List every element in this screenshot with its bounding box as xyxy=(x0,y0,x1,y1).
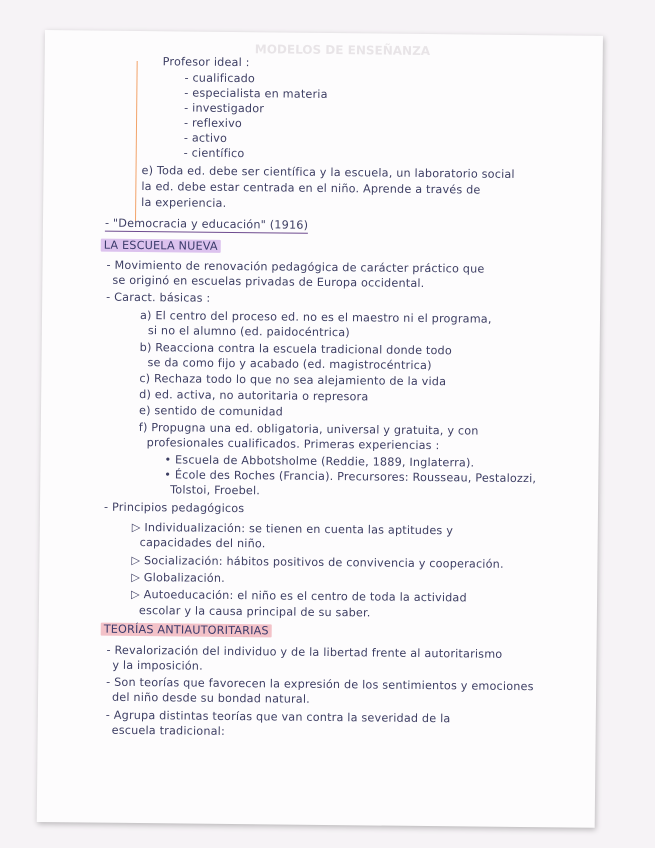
note-line: - Principios pedagógicos xyxy=(103,500,245,516)
note-line: Profesor ideal : xyxy=(162,55,250,70)
notebook-page xyxy=(37,30,603,828)
note-line: - investigador xyxy=(184,101,265,116)
note-line xyxy=(105,217,308,232)
note-line: ▷ Individualización: se tienen en cuenta las aptitudes y xyxy=(131,520,454,538)
note-line: - Son teorías que favorecen la expresión de los sentimientos y emociones xyxy=(106,675,534,694)
note-line: e) sentido de comunidad xyxy=(138,404,284,419)
bleed-through-text: MODELOS DE ENSEÑANZA xyxy=(254,42,431,59)
section-heading xyxy=(101,239,221,253)
note-line: ▷ Globalización. xyxy=(131,570,225,585)
highlight-teorias-antiautoritarias: TEORÍAS ANTIAUTORITARIAS xyxy=(101,623,272,638)
note-line: c) Rechaza todo lo que no sea alejamiento de la vida xyxy=(139,372,447,389)
note-line: si no el alumno (ed. paidocéntrica) xyxy=(147,324,350,340)
note-line: d) ed. activa, no autoritaria o represora xyxy=(139,388,369,404)
note-line: - Movimiento de renovación pedagógica de carácter práctico que xyxy=(106,258,485,276)
section-heading xyxy=(101,623,272,638)
book-title-underlined: - "Democracia y educación" (1916) xyxy=(104,216,309,232)
note-line: - activo xyxy=(183,131,228,145)
note-line: escolar y la causa principal de su saber. xyxy=(138,604,371,620)
note-line: se originó en escuelas privadas de Europa occidental. xyxy=(112,273,425,290)
note-line: del niño desde su bondad natural. xyxy=(111,690,311,706)
note-line: - reflexivo xyxy=(183,116,243,131)
note-line: ▷ Autoeducación: el niño es el centro de toda la actividad xyxy=(131,587,467,605)
note-line: • Escuela de Abbotsholme (Reddie, 1889, Inglaterra). xyxy=(164,453,475,470)
note-line: f) Propugna una ed. obligatoria, universal y gratuita, y con xyxy=(138,421,479,438)
margin-line xyxy=(135,61,138,221)
note-line: - Caract. básicas : xyxy=(106,290,211,305)
note-line: • École des Roches (Francia). Precursores: Rousseau, Pestalozzi, xyxy=(164,468,537,486)
highlight-escuela-nueva: LA ESCUELA NUEVA xyxy=(101,239,221,253)
note-line: - Agrupa distintas teorías que van contra la severidad de la xyxy=(105,708,451,726)
note-line: - especialista en materia xyxy=(184,86,328,101)
note-line: Tolstoi, Froebel. xyxy=(170,483,261,498)
note-line: profesionales cualificados. Primeras experiencias : xyxy=(146,436,440,453)
note-line: b) Reacciona contra la escuela tradicional donde todo xyxy=(139,341,453,358)
note-line: escuela tradicional: xyxy=(111,723,226,738)
note-line: la ed. debe estar centrada en el niño. Aprende a través de xyxy=(141,180,481,197)
note-line: e) Toda ed. debe ser científica y la escuela, un laboratorio social xyxy=(141,164,515,181)
note-line: capacidades del niño. xyxy=(139,536,266,551)
note-line: ▷ Socialización: hábitos positivos de convivencia y cooperación. xyxy=(131,553,504,571)
note-line: y la imposición. xyxy=(112,658,203,673)
note-line: a) El centro del proceso ed. no es el maestro ni el programa, xyxy=(139,309,492,326)
note-line: la experiencia. xyxy=(141,196,227,210)
note-line: - cualificado xyxy=(184,71,256,86)
note-line: - científico xyxy=(183,146,245,161)
note-line: se da como fijo y acabado (ed. magistrocéntrica) xyxy=(147,356,432,373)
note-line: - Revalorización del individuo y de la libertad frente al autoritarismo xyxy=(106,643,503,661)
